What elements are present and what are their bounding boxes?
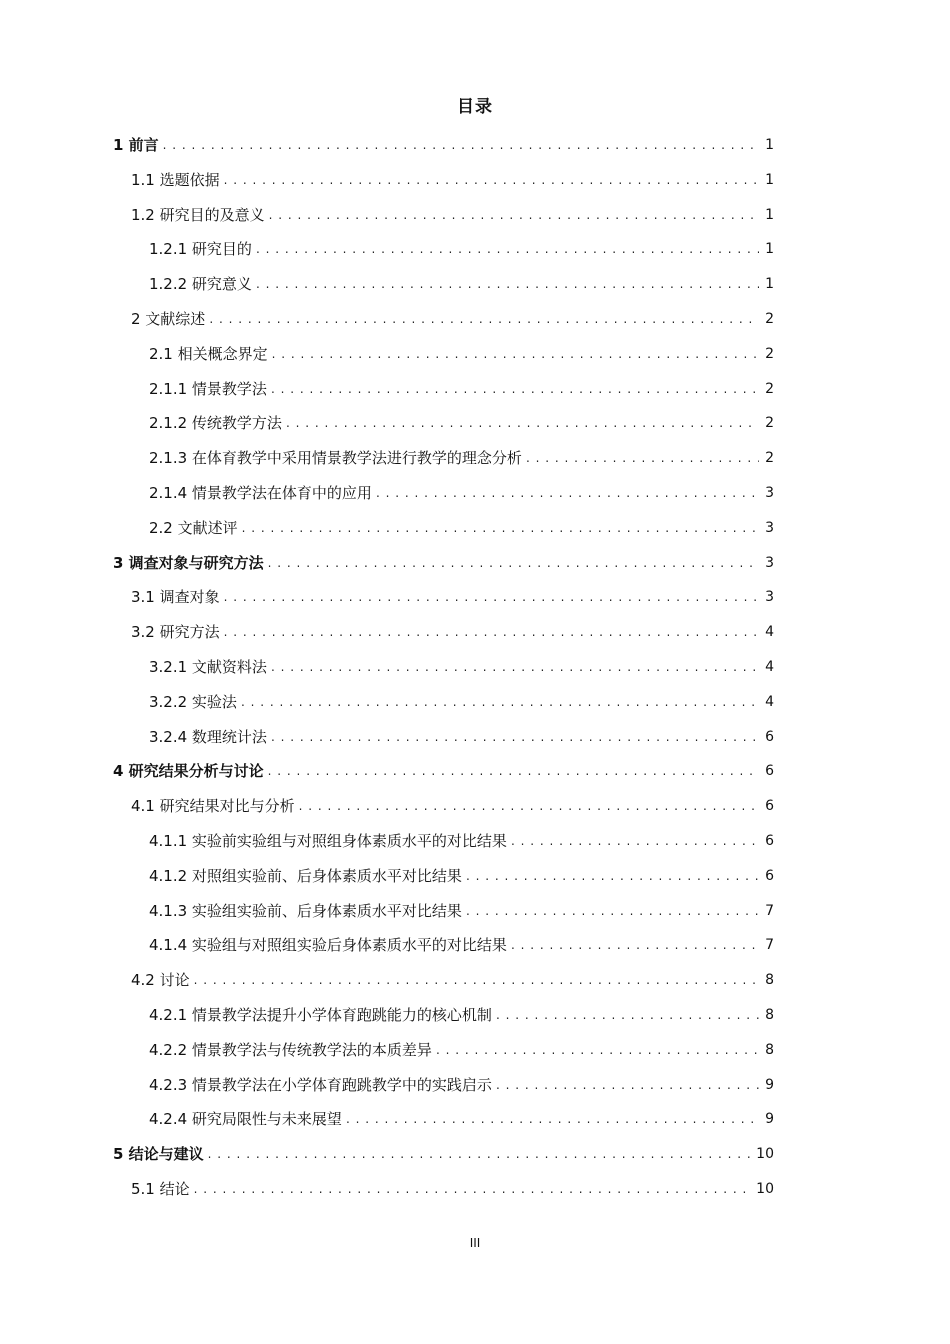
toc-dot-leader <box>271 372 759 406</box>
toc-entry[interactable] <box>113 1137 774 1171</box>
toc-entry-title: 4.1.1 实验前实验组与对照组身体素质水平的对比结果 <box>149 832 507 850</box>
toc-dot-leader <box>299 789 759 823</box>
toc-dot-leader <box>194 963 759 997</box>
toc-entry-page-number: 10 <box>756 1146 774 1163</box>
toc-entry[interactable] <box>149 928 774 962</box>
toc-dot-leader <box>271 650 759 684</box>
toc-entry-title: 4.1 研究结果对比与分析 <box>131 797 295 816</box>
toc-entry-page-number: 1 <box>765 206 774 223</box>
toc-entry-page-number: 6 <box>765 763 774 780</box>
toc-entry-page-number: 10 <box>756 1181 774 1197</box>
toc-entry[interactable] <box>131 963 774 997</box>
toc-entry[interactable] <box>149 1033 774 1067</box>
toc-entry-title: 3.2.1 文献资料法 <box>149 658 267 676</box>
toc-dot-leader <box>511 928 759 962</box>
toc-entry[interactable] <box>149 267 774 301</box>
toc-dot-leader <box>466 894 759 928</box>
toc-entry-page-number: 7 <box>765 902 774 919</box>
toc-dot-leader <box>268 546 759 580</box>
toc-entry-page-number: 1 <box>765 276 774 293</box>
toc-entry-title: 3.2.2 实验法 <box>149 692 237 711</box>
toc-entry[interactable] <box>149 894 774 928</box>
toc-entry-page-number: 2 <box>765 345 774 362</box>
toc-dot-leader <box>496 1068 759 1102</box>
toc-entry[interactable] <box>113 128 774 162</box>
toc-entry-title: 4.1.2 对照组实验前、后身体素质水平对比结果 <box>149 866 462 885</box>
toc-entry[interactable] <box>113 754 774 788</box>
toc-entry-page-number: 2 <box>765 415 774 432</box>
toc-entry-title: 1.2 研究目的及意义 <box>131 205 265 224</box>
toc-dot-leader <box>346 1102 759 1136</box>
toc-dot-leader <box>496 998 759 1032</box>
toc-entry-page-number: 3 <box>765 554 774 571</box>
toc-entry-page-number: 4 <box>765 693 774 710</box>
toc-entry-title: 1 前言 <box>113 136 159 154</box>
toc-dot-leader <box>268 754 759 788</box>
toc-entry-title: 2.1 相关概念界定 <box>149 344 268 363</box>
toc-entry-title: 4 研究结果分析与讨论 <box>113 762 264 781</box>
toc-entry-title: 3.2.4 数理统计法 <box>149 727 267 746</box>
toc-entry-title: 2.2 文献述评 <box>149 518 238 537</box>
toc-entry-page-number: 4 <box>765 659 774 675</box>
toc-entry-title: 3 调查对象与研究方法 <box>113 553 264 572</box>
toc-entry-title: 2.1.3 在体育教学中采用情景教学法进行教学的理念分析 <box>149 449 522 468</box>
toc-entry-page-number: 2 <box>765 380 774 397</box>
toc-entry[interactable] <box>149 232 774 266</box>
toc-dot-leader <box>194 1172 751 1206</box>
toc-entry-page-number: 2 <box>765 450 774 467</box>
toc-entry[interactable] <box>149 685 774 719</box>
toc-dot-leader <box>511 824 759 858</box>
toc-entry-page-number: 9 <box>765 1076 774 1093</box>
toc-entry-page-number: 3 <box>765 519 774 536</box>
toc-entry-title: 4.2.1 情景教学法提升小学体育跑跳能力的核心机制 <box>149 1006 492 1024</box>
toc-dot-leader <box>224 163 759 197</box>
toc-entry[interactable] <box>131 580 774 614</box>
toc-entry-title: 4.1.3 实验组实验前、后身体素质水平对比结果 <box>149 901 462 920</box>
toc-entry[interactable] <box>149 441 774 475</box>
toc-dot-leader <box>286 406 759 440</box>
toc-entry[interactable] <box>149 650 774 684</box>
toc-entry-title: 2.1.1 情景教学法 <box>149 379 267 398</box>
toc-entry-page-number: 2 <box>765 311 774 327</box>
toc-dot-leader <box>208 1137 751 1171</box>
toc-entry[interactable] <box>131 163 774 197</box>
toc-dot-leader <box>436 1033 759 1067</box>
toc-entry-page-number: 8 <box>765 972 774 989</box>
toc-entry[interactable] <box>149 372 774 406</box>
toc-entry[interactable] <box>149 859 774 893</box>
toc-entry-page-number: 1 <box>765 241 774 258</box>
toc-entry-title: 2 文献综述 <box>131 310 206 328</box>
toc-entry-title: 2.1.2 传统教学方法 <box>149 414 282 433</box>
toc-entry[interactable] <box>149 824 774 858</box>
toc-entry-page-number: 7 <box>765 937 774 954</box>
toc-dot-leader <box>256 232 759 266</box>
toc-dot-leader <box>241 685 759 719</box>
toc-entry-title: 4.2.2 情景教学法与传统教学法的本质差异 <box>149 1040 432 1059</box>
toc-dot-leader <box>272 337 759 371</box>
toc-entry[interactable] <box>149 998 774 1032</box>
toc-entry-title: 3.1 调查对象 <box>131 588 220 607</box>
toc-entry-page-number: 6 <box>765 728 774 745</box>
toc-entry-page-number: 9 <box>765 1111 774 1128</box>
toc-entry[interactable] <box>131 198 774 232</box>
toc-entry-title: 4.1.4 实验组与对照组实验后身体素质水平的对比结果 <box>149 936 507 955</box>
page-title: 目录 <box>457 97 493 117</box>
toc-dot-leader <box>526 441 759 475</box>
toc-entry-page-number: 1 <box>765 137 774 153</box>
toc-entry-page-number: 8 <box>765 1007 774 1023</box>
toc-entry-page-number: 6 <box>765 867 774 884</box>
toc-dot-leader <box>224 615 759 649</box>
toc-dot-leader <box>242 511 759 545</box>
toc-entry[interactable] <box>149 720 774 754</box>
toc-dot-leader <box>209 302 759 336</box>
toc-entry-page-number: 6 <box>765 798 774 815</box>
page-number-footer: III <box>469 1236 481 1250</box>
toc-dot-leader <box>163 128 759 162</box>
toc-entry-page-number: 8 <box>765 1041 774 1058</box>
toc-entry-title: 4.2.3 情景教学法在小学体育跑跳教学中的实践启示 <box>149 1075 492 1094</box>
toc-entry-title: 1.2.1 研究目的 <box>149 240 252 259</box>
toc-entry[interactable] <box>113 546 774 580</box>
toc-dot-leader <box>256 267 759 301</box>
toc-entry-page-number: 3 <box>765 589 774 606</box>
toc-entry[interactable] <box>131 615 774 649</box>
toc-entry[interactable] <box>149 476 774 510</box>
toc-entry-page-number: 1 <box>765 171 774 188</box>
toc-entry[interactable] <box>131 789 774 823</box>
toc-entry[interactable] <box>149 1102 774 1136</box>
toc-dot-leader <box>376 476 759 510</box>
toc-dot-leader <box>271 720 759 754</box>
toc-entry[interactable] <box>131 302 774 336</box>
toc-entry-title: 1.2.2 研究意义 <box>149 275 252 294</box>
toc-entry-title: 1.1 选题依据 <box>131 170 220 189</box>
toc-dot-leader <box>269 198 759 232</box>
toc-entry-page-number: 6 <box>765 833 774 849</box>
toc-entry-title: 2.1.4 情景教学法在体育中的应用 <box>149 484 372 502</box>
toc-dot-leader <box>224 580 759 614</box>
toc-entry[interactable] <box>131 1172 774 1206</box>
toc-entry-title: 5.1 结论 <box>131 1180 190 1198</box>
toc-entry[interactable] <box>149 1068 774 1102</box>
toc-entry[interactable] <box>149 337 774 371</box>
toc-entry[interactable] <box>149 406 774 440</box>
toc-entry-title: 3.2 研究方法 <box>131 623 220 642</box>
toc-entry-title: 5 结论与建议 <box>113 1145 204 1164</box>
toc-entry-title: 4.2.4 研究局限性与未来展望 <box>149 1110 342 1129</box>
toc-entry[interactable] <box>149 511 774 545</box>
toc-entry-title: 4.2 讨论 <box>131 971 190 990</box>
toc-entry-page-number: 4 <box>765 624 774 641</box>
toc-entry-page-number: 3 <box>765 485 774 501</box>
toc-dot-leader <box>466 859 759 893</box>
